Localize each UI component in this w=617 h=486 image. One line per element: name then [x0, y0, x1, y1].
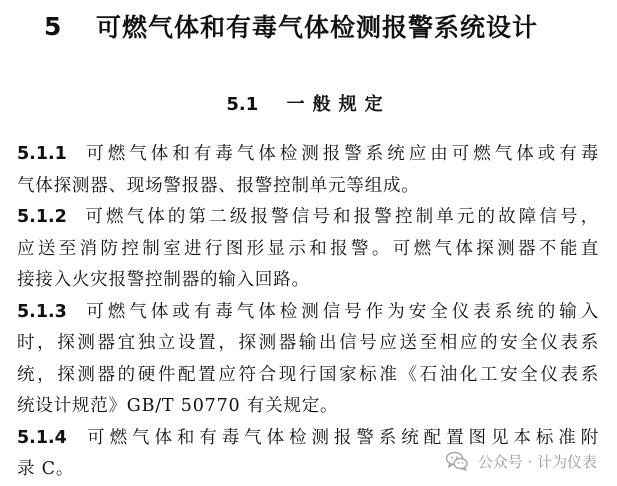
clause-text: 可燃气体和有毒气体检测报警系统配置图见本标准附 — [83, 427, 599, 448]
clause-line — [17, 202, 599, 234]
clause-line: 气体探测器、现场警报器、报警控制单元等组成。 — [17, 175, 420, 196]
chapter-title — [44, 8, 604, 44]
section-heading: 一般规定 — [286, 94, 391, 115]
section-title — [0, 90, 617, 118]
clause-text: 可燃气体和有毒气体检测报警系统应由可燃气体或有毒 — [83, 144, 599, 164]
clause-line: 接接入火灾报警控制器的输入回路。 — [17, 270, 310, 290]
clause-line: 统，探测器的硬件配置应符合现行国家标准《石油化工安全仪表系 — [17, 364, 599, 385]
clause-number: 5.1.1 — [17, 144, 67, 164]
clause-text: 可燃气体或有毒气体检测信号作为安全仪表系统的输入 — [83, 301, 599, 322]
clause-line: 录 C。 — [17, 459, 75, 479]
watermark-text: 公众号 · 计为仪表 — [477, 452, 597, 471]
wechat-icon — [445, 450, 470, 472]
clause-line: 应送至消防控制室进行图形显示和报警。可燃气体探测器不能直 — [17, 238, 599, 259]
clause-5-1-3 — [17, 297, 599, 423]
clause-list — [17, 139, 599, 486]
clause-line — [17, 297, 599, 329]
clause-number: 5.1.3 — [17, 301, 67, 322]
clause-line — [17, 139, 599, 171]
chapter-number: 5 — [44, 11, 63, 41]
clause-text: 可燃气体的第二级报警信号和报警控制单元的故障信号， — [83, 207, 599, 227]
clause-number: 5.1.2 — [17, 207, 67, 227]
clause-number: 5.1.4 — [17, 427, 67, 448]
clause-5-1-2 — [17, 202, 599, 297]
clause-5-1-1 — [17, 139, 599, 202]
section-number: 5.1 — [226, 94, 259, 115]
chapter-heading: 可燃气体和有毒气体检测报警系统设计 — [96, 13, 539, 42]
clause-line: 统设计规范》GB/T 50770 有关规定。 — [17, 396, 339, 416]
clause-line: 时，探测器宜独立设置，探测器输出信号应送至相应的安全仪表系 — [17, 333, 599, 353]
watermark — [445, 450, 597, 472]
